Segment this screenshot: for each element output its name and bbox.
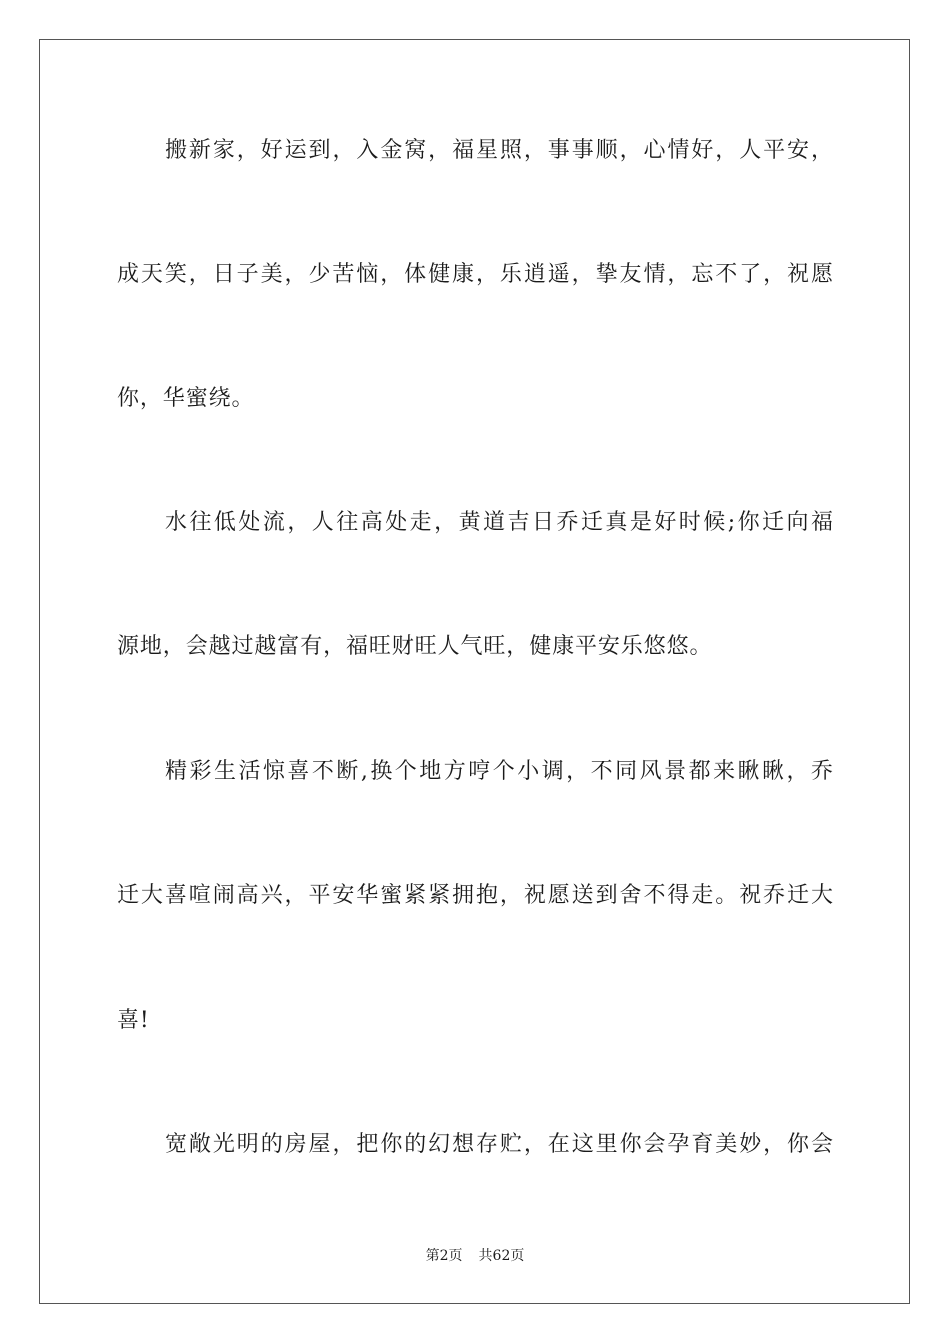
page-total: 共62页 [478, 1248, 525, 1264]
paragraph-1-line-3: 你，华蜜绕。 [117, 386, 255, 411]
paragraph-3-line-2: 迁大喜喧闹高兴，平安华蜜紧紧拥抱，祝愿送到舍不得走。祝乔迁大 [117, 883, 833, 908]
paragraph-2-line-2: 源地，会越过越富有，福旺财旺人气旺，健康平安乐悠悠。 [117, 634, 713, 659]
paragraph-1-line-2: 成天笑，日子美，少苦恼，体健康，乐逍遥，挚友情，忘不了，祝愿 [117, 262, 833, 287]
paragraph-3-line-1: 精彩生活惊喜不断,换个地方哼个小调，不同风景都来瞅瞅，乔 [165, 759, 833, 784]
paragraph-4-line-1: 宽敞光明的房屋，把你的幻想存贮，在这里你会孕育美妙，你会 [165, 1132, 833, 1157]
paragraph-1-line-1: 搬新家，好运到，入金窝，福星照，事事顺，心情好，人平安， [165, 138, 833, 163]
page-footer [0, 1246, 950, 1266]
paragraph-2-line-1: 水往低处流，人往高处走，黄道吉日乔迁真是好时候;你迁向福 [165, 510, 833, 535]
page-number: 第2页 [425, 1248, 463, 1264]
page-border [39, 39, 910, 1304]
paragraph-3-line-3: 喜! [117, 1008, 150, 1033]
